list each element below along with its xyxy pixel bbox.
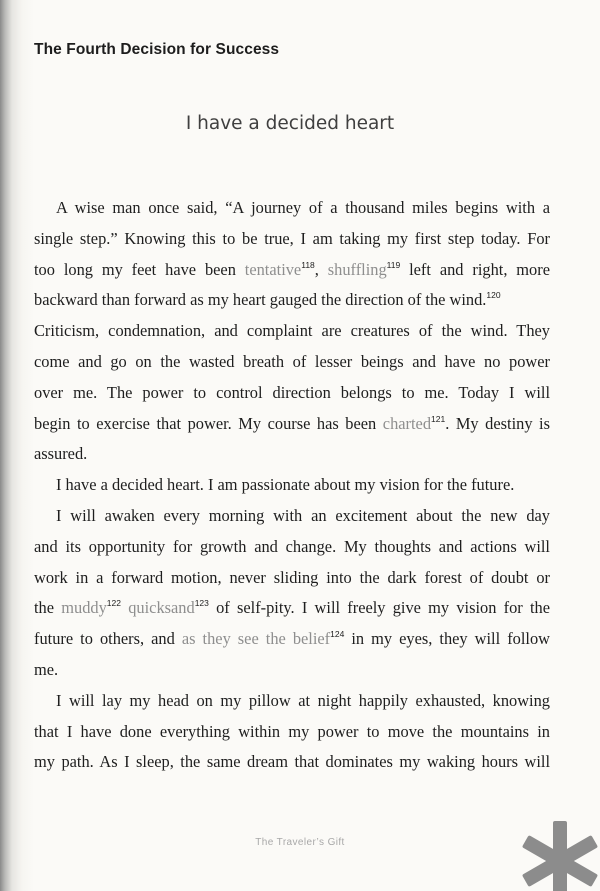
- running-footer: The Traveler’s Gift: [255, 837, 345, 848]
- text-line: Criticism, condemnation, and complaint are creatures of the wind. They: [34, 321, 550, 341]
- text-line: over me. The power to control direction belongs to me. Today I will: [34, 382, 550, 402]
- body-text: [34, 193, 550, 778]
- footnote-ref: 118: [301, 259, 315, 270]
- text-line: work in a forward motion, never sliding into the dark forest of doubt or: [34, 567, 550, 587]
- text-line: future to others, and as they see the belief$^{124}$ in my eyes, they will follow: [34, 629, 550, 649]
- text-line: A wise man once said, “A journey of a thousand miles begins with a: [56, 198, 550, 217]
- text-line: that I have done everything within my power to move the mountains in: [34, 721, 550, 741]
- text-line: the muddy$^{122}$ quicksand$^{123}$ of self-pity. I will freely give my vision for the: [34, 598, 550, 618]
- glossed-word: as they see the belief: [181, 629, 331, 649]
- glossed-word: tentative: [244, 259, 302, 279]
- glossed-word: quicksand: [128, 598, 195, 618]
- glossed-word: shuffling: [327, 259, 387, 279]
- footnote-ref: 119: [386, 259, 401, 270]
- text-line: and its opportunity for growth and change. My thoughts and actions will: [34, 536, 550, 556]
- glossed-word: muddy: [61, 598, 107, 618]
- section-title: I have a decided heart: [185, 113, 395, 134]
- text-line: my path. As I sleep, the same dream that dominates my waking hours will: [34, 752, 550, 772]
- text-line: begin to exercise that power. My course has been charted$^{121}$. My destiny is: [34, 413, 550, 433]
- text-line: I will awaken every morning with an excitement about the new day: [56, 505, 550, 525]
- asterisk-ornament-icon: [516, 815, 600, 891]
- footnote-ref: 122: [106, 598, 121, 609]
- footnote-ref: 120: [486, 290, 501, 301]
- text-line: me.: [34, 659, 59, 679]
- chapter-header: The Fourth Decision for Success: [34, 41, 280, 58]
- text-line: I have a decided heart. I am passionate about my vision for the future.: [56, 475, 515, 495]
- footnote-ref: 123: [194, 598, 209, 609]
- footnote-ref: 124: [330, 629, 345, 640]
- text-line: come and go on the wasted breath of lesser beings and have no power: [34, 351, 550, 371]
- text-line: single step.” Knowing this to be true, I am taking my first step today. For: [34, 228, 550, 248]
- text-line: backward than forward as my heart gauged the direction of the wind.$^{120}$: [34, 290, 501, 310]
- text-line: assured.: [34, 444, 88, 464]
- text-line: too long my feet have been tentative$^{118}$, shuffling$^{119}$ left and right, more: [34, 259, 550, 279]
- glossed-word: charted: [382, 413, 432, 433]
- footnote-ref: 121: [431, 413, 446, 424]
- text-line: I will lay my head on my pillow at night happily exhausted, knowing: [56, 690, 550, 710]
